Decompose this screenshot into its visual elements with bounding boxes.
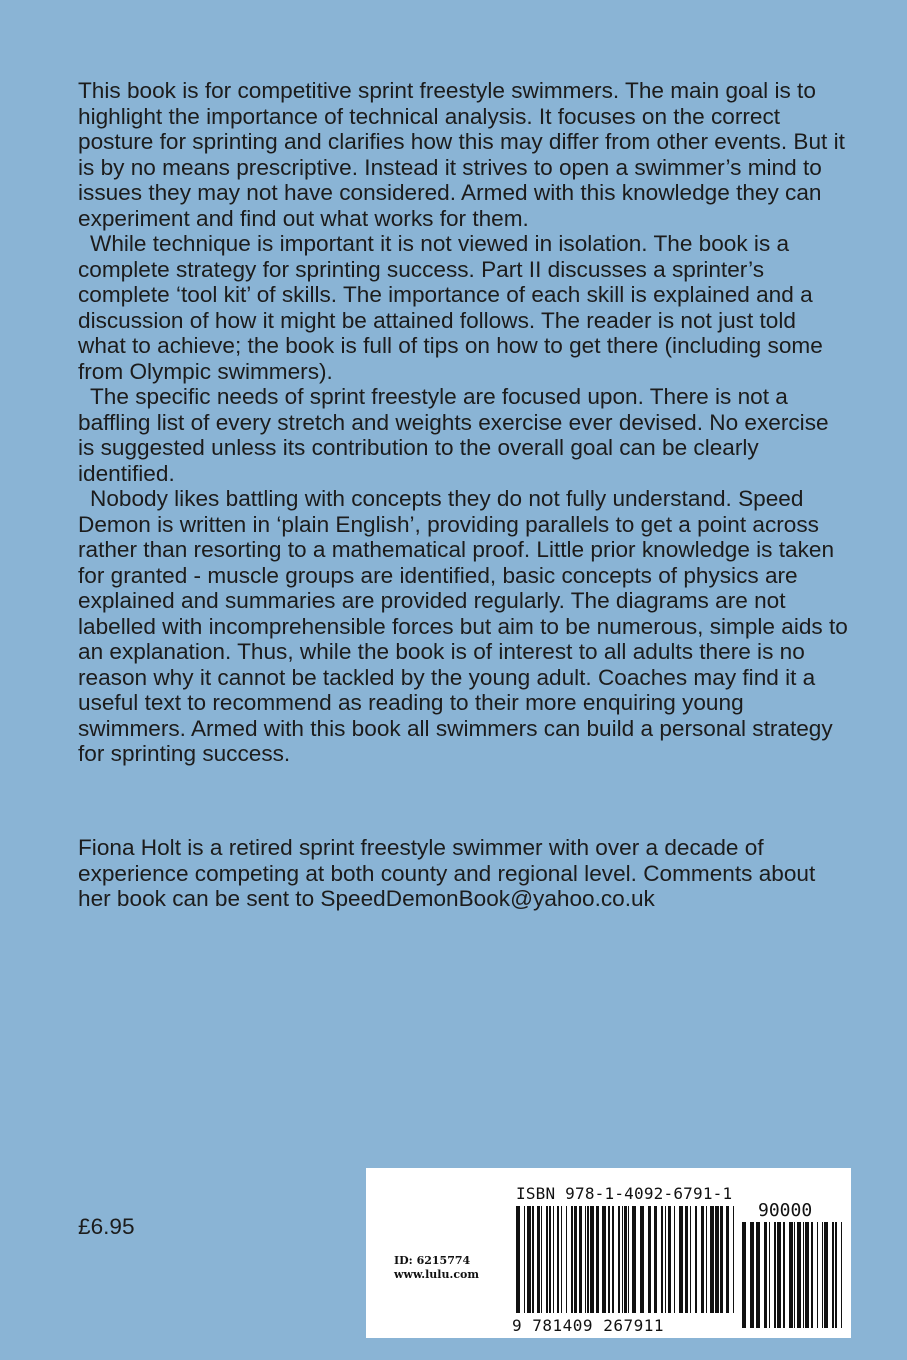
barcode-bar [674,1206,675,1313]
barcode-bar [690,1206,691,1313]
barcode-bar [654,1206,657,1313]
barcode-bar [579,1206,582,1313]
barcode-bar [706,1206,707,1313]
barcode-bar [835,1222,837,1328]
barcode-bar [824,1222,828,1328]
barcode-bar [608,1206,610,1313]
barcode-bar [750,1222,754,1328]
author-bio-text: Fiona Holt is a retired sprint freestyle swimmer with over a decade of experience competing at both county and regional level. Comments about her book can be sent to SpeedDemonBook@yahoo.co.uk [78,835,816,911]
barcode-bar [777,1222,781,1328]
barcode-bar [789,1222,793,1328]
blurb-paragraph-1: This book is for competitive sprint freestyle swimmers. The main goal is to highlight the importance of technical analysis. It focuses on the correct posture for sprinting and clarifies how this may differ from other events. But it is by no means prescriptive. Instead it strives to open a swimmer’s mind to issues they may not have considered. Armed with this knowledge they can experiment and find out what works for them. [78,78,845,231]
barcode-bar [524,1206,525,1313]
lulu-id-text: ID: 6215774 [394,1254,471,1267]
author-bio [78,835,848,912]
barcode-bar [618,1206,620,1313]
barcode-bar [527,1206,531,1313]
barcode-bar [701,1206,704,1313]
barcode-bar [733,1206,734,1313]
lulu-site-text: www.lulu.com [394,1268,479,1281]
barcode-bar [769,1222,770,1328]
barcode-bar [549,1206,551,1313]
barcode-bar [715,1206,719,1313]
barcode-bar [764,1222,767,1328]
barcode-panel [366,1168,851,1338]
back-cover-blurb [78,78,848,767]
barcode-bar [640,1206,644,1313]
barcode-bar [668,1206,671,1313]
blurb-paragraph-4: Nobody likes battling with concepts they do not fully understand. Speed Demon is written in ‘plain English’, providing parallels to get a point across rather than resorting to a mathematical proof. Little prior knowledge is taken for granted - muscle groups are identified, basic concepts of physics are explained and summaries are provided regularly. The diagrams are not labelled with incomprehensible forces but aim to be numerous, simple aids to an explanation. Thus, while the book is of interest to all adults there is no reason why it cannot be tackled by the young adult. Coaches may find it a useful text to recommend as reading to their more enquiring young swimmers. Armed with this book all swimmers can build a personal strategy for sprinting success. [78,486,848,766]
barcode-bar [602,1206,606,1313]
barcode-bar [553,1206,554,1313]
barcode-bar [783,1222,785,1328]
barcode-bar [566,1206,567,1313]
barcode-bar [726,1206,729,1313]
barcode-addon-code: 90000 [758,1200,813,1221]
barcode-bar [822,1222,823,1328]
barcode-bar [622,1206,623,1313]
barcode-bar [805,1222,809,1328]
barcode-bar [537,1206,540,1313]
barcode-bar [546,1206,548,1313]
barcode-bar [632,1206,636,1313]
barcode-bar [557,1206,559,1313]
barcode-bar [756,1222,760,1328]
barcode-bar [574,1206,577,1313]
barcode-bar [665,1206,666,1313]
barcode-bar [817,1222,818,1328]
blurb-paragraph-3: The specific needs of sprint freestyle are focused upon. There is not a baffling list of every stretch and weights exercise ever devised. No exercise is suggested unless its contribution to the overall goal can be clearly identified. [78,384,829,486]
barcode-bar [590,1206,594,1313]
barcode-bar [628,1206,629,1313]
barcode-bar [797,1222,801,1328]
blurb-paragraph-2: While technique is important it is not viewed in isolation. The book is a complete strategy for sprinting success. Part II discusses a sprinter’s complete ‘tool kit’ of skills. The importance of each skill is explained and a discussion of how it might be attained follows. The reader is not just told what to achieve; the book is full of tips on how to get there (including some from Olympic swimmers). [78,231,823,384]
barcode-bar [571,1206,573,1313]
barcode-bar [695,1206,697,1313]
barcode-bar [624,1206,627,1313]
barcode-bar [841,1222,842,1328]
barcode-bar [561,1206,562,1313]
barcode-bar [516,1206,520,1313]
barcode-bar [661,1206,663,1313]
barcode-bar [710,1206,714,1313]
price-label: £6.95 [78,1214,135,1239]
barcode-bar [585,1206,586,1313]
barcode-digits: 9 781409 267911 [512,1316,664,1335]
barcode-bar [720,1206,723,1313]
barcode-bar [532,1206,534,1313]
barcode-bar [612,1206,614,1313]
barcode-bar [811,1222,813,1328]
barcode-bar [794,1222,795,1328]
barcode-bar [648,1206,651,1313]
barcode-bar [679,1206,683,1313]
barcode-bar [742,1222,746,1328]
barcode-bar [587,1206,589,1313]
barcode-bars [366,1168,851,1338]
isbn-label: ISBN 978-1-4092-6791-1 [516,1184,733,1203]
barcode-bar [832,1222,834,1328]
barcode-bar [774,1222,776,1328]
barcode-bar [596,1206,599,1313]
barcode-bar [541,1206,542,1313]
barcode-bar [803,1222,804,1328]
barcode-bar [685,1206,688,1313]
